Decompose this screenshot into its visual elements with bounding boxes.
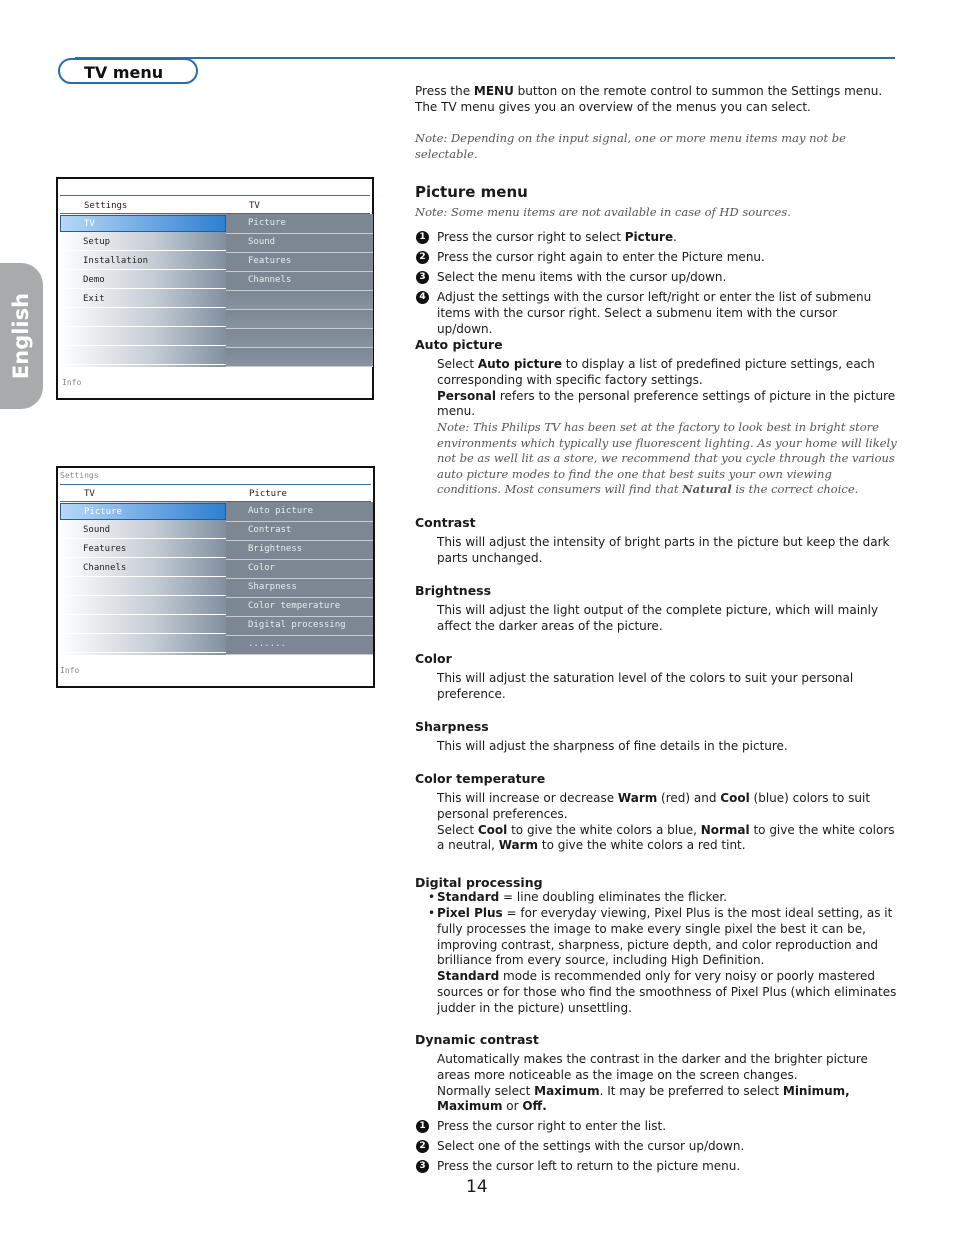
menu-item: Picture bbox=[60, 503, 226, 520]
intro-note: Note: Depending on the input signal, one or more menu items may not be selectable. bbox=[415, 131, 846, 161]
note-text: is the correct choice. bbox=[731, 482, 859, 496]
step-text: Press the cursor left to return to the picture menu. bbox=[437, 1159, 741, 1173]
step-number-icon: 3 bbox=[416, 1160, 429, 1173]
section-title-pill bbox=[58, 58, 198, 84]
text: refers to the personal preference settings of picture in the picture menu. bbox=[437, 388, 896, 419]
menu-item bbox=[60, 579, 226, 596]
brightness-body: This will adjust the light output of the complete picture, which will mainly affect the darker areas of the picture. bbox=[437, 603, 879, 633]
text: mode is recommended only for very noisy or poorly mastered sources or for those who find the smoothness of Pixel Plus (which eliminates judder in the picture) unsettling. bbox=[437, 969, 897, 1015]
text: . bbox=[673, 230, 677, 244]
submenu-item: Color bbox=[226, 560, 373, 579]
text: to display a list of predefined picture settings, each corresponding with specific factory settings. bbox=[437, 357, 875, 387]
header-rule bbox=[75, 57, 895, 59]
picture-menu-heading: Picture menu bbox=[415, 183, 528, 201]
color-heading: Color bbox=[415, 651, 452, 666]
brightness-heading: Brightness bbox=[415, 583, 492, 598]
text: = for everyday viewing, Pixel Plus is the most ideal setting, as it fully processes the image to make every single pixel the best it can be, improving contrast, sharpness, picture depth, and color reproduction and brilliance from every source, including High Definition. bbox=[437, 906, 893, 968]
menu-item bbox=[60, 617, 226, 634]
menu-item bbox=[60, 348, 226, 365]
text: or bbox=[502, 1099, 523, 1114]
language-tab-label: English bbox=[9, 292, 33, 380]
menu-item: Sound bbox=[60, 522, 226, 539]
menu-item: Channels bbox=[60, 560, 226, 577]
settings-menu-screen bbox=[56, 177, 374, 400]
digital-processing-heading: Digital processing bbox=[415, 875, 543, 890]
text: to give the white colors a blue, bbox=[507, 822, 701, 837]
menu-top-label: Settings bbox=[60, 471, 99, 480]
intro-text: Press the bbox=[415, 84, 474, 98]
step-text bbox=[437, 250, 895, 266]
text: Select bbox=[437, 822, 478, 837]
step-number-icon: 3 bbox=[416, 271, 429, 284]
menu-item: Setup bbox=[60, 234, 226, 251]
picture-menu-screen bbox=[56, 466, 375, 688]
dynamic-contrast-body bbox=[437, 1052, 897, 1115]
text: Press the cursor right to select bbox=[437, 230, 625, 244]
picture-menu-note: Note: Some menu items are not available in case of HD sources. bbox=[415, 205, 791, 219]
menu-header-left: Settings bbox=[84, 201, 128, 211]
menu-item bbox=[60, 598, 226, 615]
text: to give the white colors a red tint. bbox=[538, 838, 746, 853]
keyword: Auto picture bbox=[477, 357, 562, 371]
submenu-item: Digital processing bbox=[226, 617, 373, 636]
note-text: Note: This Philips TV has been set at the factory to look best in bright store environments which typically use fluorescent lighting. As your home will likely not be as well lit as a store, we recommend that you cycle through the various auto picture modes to find the one that best suits your own viewing conditions. Most consumers will find that bbox=[437, 420, 897, 496]
auto-picture-heading: Auto picture bbox=[415, 337, 503, 352]
step-text bbox=[437, 290, 895, 337]
menu-item: Installation bbox=[60, 253, 226, 270]
submenu-item: Color temperature bbox=[226, 598, 373, 617]
submenu-item bbox=[226, 348, 373, 367]
submenu-item: Sound bbox=[226, 234, 373, 253]
menu-right-column bbox=[226, 214, 373, 367]
keyword: Warm bbox=[617, 791, 658, 805]
menu-right-column bbox=[226, 502, 373, 655]
color-temperature-heading: Color temperature bbox=[415, 771, 546, 786]
menu-left-column bbox=[60, 502, 228, 655]
text: = line doubling eliminates the flicker. bbox=[499, 890, 727, 904]
text: to give the white colors a neutral, bbox=[437, 822, 895, 853]
note-keyword: Natural bbox=[682, 482, 732, 496]
language-tab bbox=[0, 263, 43, 409]
keyword: Standard bbox=[437, 890, 500, 904]
section-title: TV menu bbox=[84, 63, 164, 82]
text: (red) and bbox=[657, 791, 721, 805]
intro-text-cont: button on the remote control to summon the Settings menu. The TV menu gives you an overview of the menus you can select. bbox=[415, 84, 883, 114]
submenu-item: Contrast bbox=[226, 522, 373, 541]
digital-processing-item-standard bbox=[437, 890, 897, 906]
contrast-body: This will adjust the intensity of bright parts in the picture but keep the dark parts unchanged. bbox=[437, 535, 890, 565]
submenu-item bbox=[226, 329, 373, 348]
sharpness-heading: Sharpness bbox=[415, 719, 489, 734]
submenu-item: ....... bbox=[226, 636, 373, 655]
submenu-item: Auto picture bbox=[226, 503, 373, 522]
menu-left-column bbox=[60, 214, 228, 367]
menu-item: TV bbox=[60, 215, 226, 232]
menu-info-label: Info bbox=[62, 378, 82, 387]
step-number-icon: 2 bbox=[416, 251, 429, 264]
step-text bbox=[437, 230, 895, 246]
bullet: • bbox=[428, 906, 436, 920]
step-number-icon: 1 bbox=[416, 231, 429, 244]
text: Automatically makes the contrast in the darker and the brighter picture areas more noticeable as the image on the screen changes. bbox=[437, 1052, 868, 1082]
step-number-icon: 1 bbox=[416, 1120, 429, 1133]
keyword: Standard bbox=[437, 969, 500, 984]
menu-header-right: TV bbox=[249, 201, 260, 211]
keyword: Picture bbox=[624, 230, 674, 244]
menu-item bbox=[60, 636, 226, 653]
menu-info-label: Info bbox=[60, 666, 80, 675]
intro-menu-keyword: MENU bbox=[473, 84, 514, 98]
step-text: Press the cursor right to enter the list. bbox=[437, 1119, 667, 1133]
color-temperature-body bbox=[437, 791, 897, 854]
menu-item: Demo bbox=[60, 272, 226, 289]
menu-item: Exit bbox=[60, 291, 226, 308]
submenu-item: Sharpness bbox=[226, 579, 373, 598]
text: This will increase or decrease bbox=[437, 791, 618, 805]
menu-item bbox=[60, 310, 226, 327]
step-text: Select one of the settings with the cursor up/down. bbox=[437, 1139, 745, 1153]
keyword: Maximum bbox=[534, 1083, 600, 1098]
submenu-item bbox=[226, 310, 373, 329]
submenu-item bbox=[226, 291, 373, 310]
menu-top-rule bbox=[60, 484, 371, 485]
color-body: This will adjust the saturation level of the colors to suit your personal preference. bbox=[437, 671, 854, 701]
keyword: Off. bbox=[522, 1099, 547, 1114]
text: Normally select bbox=[437, 1083, 535, 1098]
step-number-icon: 4 bbox=[416, 291, 429, 304]
sharpness-body: This will adjust the sharpness of fine details in the picture. bbox=[437, 739, 788, 753]
keyword: Normal bbox=[700, 822, 750, 837]
text: Adjust the settings with the cursor left/right or enter the list of submenu items with the cursor right. Select a submenu item with the cursor up/down. bbox=[437, 290, 872, 336]
menu-header-left: TV bbox=[84, 489, 95, 499]
intro-paragraph bbox=[415, 84, 897, 116]
keyword: Pixel Plus bbox=[437, 906, 503, 920]
menu-top-rule bbox=[60, 195, 370, 196]
dynamic-contrast-heading: Dynamic contrast bbox=[415, 1032, 539, 1047]
menu-header-right: Picture bbox=[249, 489, 287, 499]
submenu-item: Features bbox=[226, 253, 373, 272]
text: Press the cursor right again to enter the Picture menu. bbox=[437, 250, 765, 264]
step-text bbox=[437, 270, 895, 286]
keyword: Personal bbox=[437, 388, 496, 403]
text: Select the menu items with the cursor up/down. bbox=[437, 270, 727, 284]
bullet: • bbox=[428, 890, 436, 904]
submenu-item: Channels bbox=[226, 272, 373, 291]
menu-item bbox=[60, 329, 226, 346]
digital-processing-item-pixel-plus bbox=[437, 906, 897, 1017]
menu-item: Features bbox=[60, 541, 226, 558]
keyword: Minimum, Maximum bbox=[437, 1083, 850, 1114]
keyword: Cool bbox=[477, 822, 508, 837]
submenu-item: Picture bbox=[226, 215, 373, 234]
contrast-heading: Contrast bbox=[415, 515, 476, 530]
auto-picture-note bbox=[437, 420, 897, 498]
step-number-icon: 2 bbox=[416, 1140, 429, 1153]
auto-picture-body bbox=[437, 357, 897, 420]
submenu-item: Brightness bbox=[226, 541, 373, 560]
text: (blue) colors to suit personal preferences. bbox=[437, 791, 871, 821]
text: . It may be preferred to select bbox=[599, 1083, 783, 1098]
keyword: Warm bbox=[498, 838, 539, 853]
keyword: Cool bbox=[720, 791, 750, 805]
page-number: 14 bbox=[466, 1177, 488, 1197]
text: Select bbox=[437, 357, 478, 371]
